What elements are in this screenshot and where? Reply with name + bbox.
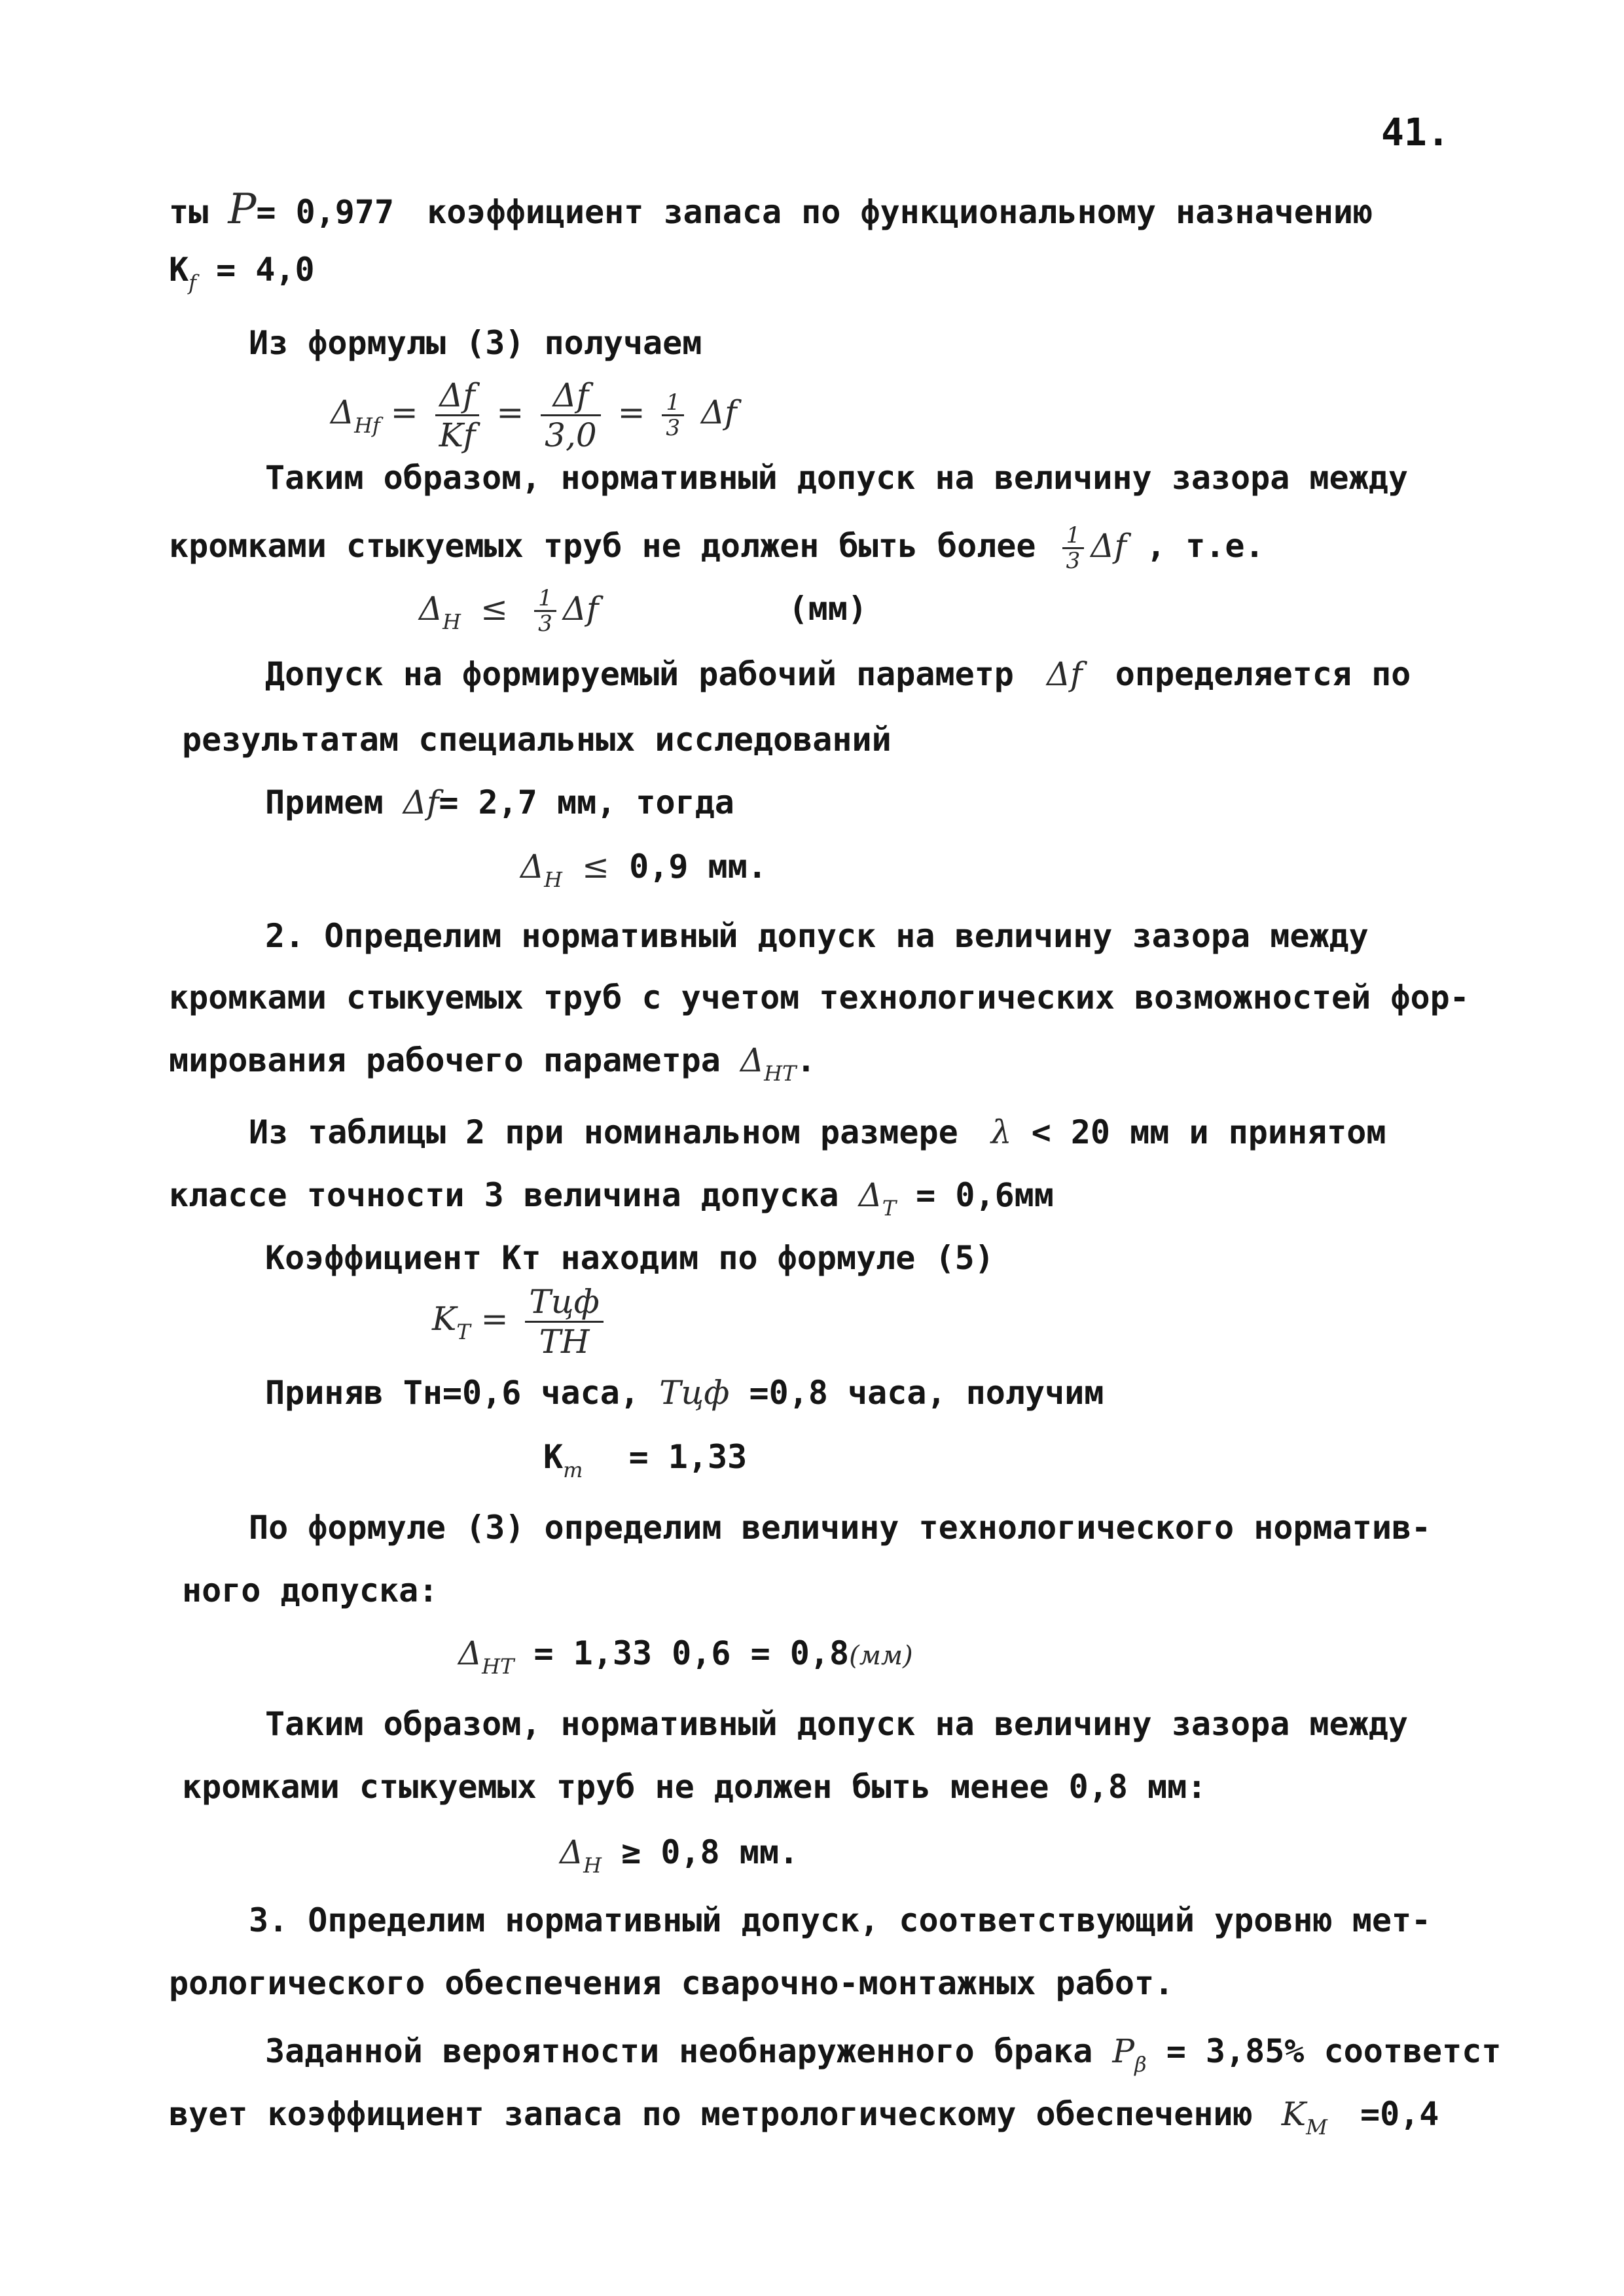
value: =0,4 <box>1360 2095 1439 2133</box>
text: кромками стыкуемых труб не должен быть более <box>169 527 1036 565</box>
fraction-numerator: 1 <box>534 586 556 612</box>
eq-value: 0,9 мм. <box>629 848 767 886</box>
paragraph-line <box>169 1041 816 1084</box>
eq-sign: = <box>480 1300 509 1338</box>
eq-value: 0,8 мм. <box>660 1833 799 1871</box>
text: мирования рабочего параметра <box>169 1041 721 1079</box>
text: Из таблицы 2 при номинальном размере <box>249 1113 958 1151</box>
text: определяется по <box>1115 655 1411 693</box>
value: = 0,6мм <box>916 1176 1054 1214</box>
k-value: = 4,0 <box>216 251 315 289</box>
text: коэффициент запаса по функциональному назначению <box>427 193 1373 231</box>
text: ного допуска: <box>182 1571 439 1609</box>
paragraph-line <box>265 2032 1501 2075</box>
text: . <box>796 1041 816 1079</box>
value: =0,8 часа, получим <box>749 1374 1104 1412</box>
fraction <box>525 1283 603 1361</box>
paragraph-line <box>249 1508 1431 1547</box>
eq-lhs-sub: H <box>583 1853 602 1878</box>
fraction-denominator: Kf <box>439 416 476 454</box>
text: Приняв Тн=0,6 часа, <box>265 1374 640 1412</box>
text: Из формулы (3) получаем <box>249 324 702 362</box>
fraction-numerator: Tцф <box>525 1283 603 1323</box>
rho-value: = 0,977 <box>256 193 395 231</box>
paragraph-line <box>182 720 892 759</box>
paragraph-line <box>249 1901 1431 1940</box>
eq-lhs: Δ <box>520 848 545 886</box>
eq-value: = 1,33 <box>628 1438 748 1476</box>
fraction <box>1062 524 1085 573</box>
k-subscript: M <box>1306 2115 1327 2140</box>
eq-lhs: Δ <box>419 590 443 628</box>
fraction <box>662 391 684 440</box>
delta-subscript: HT <box>764 1061 797 1086</box>
text: рологического обеспечения сварочно-монтажных работ. <box>169 1964 1174 2002</box>
text: По формуле (3) определим величину технологического норматив- <box>249 1509 1432 1547</box>
fraction-denominator: 3 <box>666 414 681 441</box>
value: = 3,85% соответст <box>1166 2032 1502 2070</box>
delta-symbol: Δf <box>1091 527 1127 565</box>
text: кромками стыкуемых труб не должен быть менее 0,8 мм: <box>182 1768 1207 1806</box>
equation-kt-value <box>543 1437 747 1480</box>
equation-delta-h <box>520 847 767 890</box>
paragraph-line <box>182 1767 1206 1806</box>
text: 3. Определим нормативный допуск, соответствующий уровню мет- <box>249 1901 1432 1939</box>
equation-kt <box>432 1280 610 1362</box>
equation-delta-hf <box>331 373 737 456</box>
paragraph-line <box>265 655 1411 694</box>
text: 2. Определим нормативный допуск на величину зазора между <box>265 917 1369 955</box>
paragraph-line <box>169 250 315 293</box>
eq-relation: ≤ <box>582 848 610 886</box>
text: Заданной вероятности необнаруженного брака <box>265 2032 1093 2070</box>
eq-lhs-sub: T <box>456 1319 471 1344</box>
eq-lhs-sub: Hf <box>354 413 380 438</box>
fraction-denominator: TН <box>539 1322 590 1361</box>
eq-lhs-sub: т <box>563 1458 583 1482</box>
equation-delta-h-min <box>560 1833 799 1876</box>
eq-value: = 1,33 0,6 = 0,8 <box>533 1634 850 1672</box>
text: Таким образом, нормативный допуск на величину зазора между <box>265 459 1408 497</box>
fraction <box>534 586 556 636</box>
text: Допуск на формируемый рабочий параметр <box>265 655 1014 693</box>
eq-lhs: Δ <box>458 1634 482 1672</box>
text: Коэффициент Кт находим по формуле (5) <box>265 1239 994 1277</box>
paragraph-line <box>169 1175 1054 1219</box>
eq-sign: = <box>617 393 645 431</box>
paragraph-line <box>249 323 702 363</box>
eq-sign: = <box>496 393 524 431</box>
text: ты <box>169 193 209 231</box>
text: вует коэффициент запаса по метрологическому обеспечению <box>169 2095 1253 2133</box>
eq-sign: = <box>390 393 418 431</box>
delta-symbol: Δ <box>740 1041 765 1079</box>
text: классе точности 3 величина допуска <box>169 1176 839 1214</box>
eq-rhs: Δf <box>562 590 599 628</box>
paragraph-line <box>169 524 1265 573</box>
delta-symbol: Δf <box>1047 655 1083 693</box>
eq-lhs-sub: H <box>442 609 461 634</box>
paragraph-line <box>265 916 1369 956</box>
fraction-denominator: 3 <box>1066 548 1081 574</box>
equation-delta-ht <box>458 1634 913 1677</box>
eq-lhs: К <box>543 1438 564 1476</box>
value: < 20 мм и принятом <box>1031 1113 1386 1151</box>
equation-delta-h <box>419 576 867 645</box>
unit-label: (мм) <box>788 590 867 628</box>
text: Примем <box>265 783 384 821</box>
fraction-numerator: 1 <box>1062 524 1085 549</box>
text: кромками стыкуемых труб с учетом технологических возможностей фор- <box>169 978 1470 1016</box>
k-symbol: K <box>1281 2095 1307 2133</box>
fraction <box>435 376 480 454</box>
eq-relation: ≥ <box>621 1833 641 1871</box>
fraction <box>541 376 601 454</box>
paragraph-line <box>169 185 1373 234</box>
paragraph-line <box>265 458 1408 497</box>
fraction-numerator: 1 <box>662 391 684 416</box>
unit-label: (мм) <box>849 1641 913 1671</box>
paragraph-line <box>169 2094 1439 2138</box>
delta-symbol: Δ <box>858 1176 882 1214</box>
eq-relation: ≤ <box>480 590 509 628</box>
paragraph-line <box>265 1704 1408 1744</box>
paragraph-line <box>169 1964 1174 2003</box>
text: Таким образом, нормативный допуск на величину зазора между <box>265 1705 1408 1743</box>
delta-subscript: T <box>882 1196 897 1221</box>
delta-symbol: Δf <box>403 783 439 821</box>
text: , т.е. <box>1146 527 1265 565</box>
fraction-numerator: Δf <box>541 376 601 416</box>
eq-lhs: Δ <box>331 393 355 431</box>
text: результатам специальных исследований <box>182 721 892 759</box>
paragraph-line <box>265 783 734 822</box>
paragraph-line <box>182 1571 438 1610</box>
eq-lhs: K <box>432 1300 457 1338</box>
eq-tail: Δf <box>700 393 737 431</box>
page-number: 41. <box>1381 110 1450 154</box>
value: = 2,7 мм, тогда <box>439 783 734 821</box>
paragraph-line <box>249 1113 1386 1152</box>
tcf-symbol: Тцф <box>659 1374 730 1412</box>
fraction-denominator: 3 <box>538 611 552 637</box>
p-subscript: β <box>1134 2052 1147 2077</box>
k-subscript: f <box>189 270 196 295</box>
rho-symbol: P <box>228 185 257 234</box>
paragraph-line <box>169 978 1470 1017</box>
eq-lhs-sub: HT <box>482 1654 514 1679</box>
fraction-numerator: Δf <box>435 376 480 416</box>
lambda-symbol: λ <box>990 1113 1012 1151</box>
paragraph-line <box>265 1373 1104 1412</box>
paragraph-line <box>265 1238 994 1278</box>
fraction-denominator: 3,0 <box>545 416 597 454</box>
k-symbol: К <box>169 251 189 289</box>
p-symbol: P <box>1112 2032 1135 2070</box>
eq-lhs-sub: H <box>544 867 563 892</box>
eq-lhs: Δ <box>560 1833 584 1871</box>
